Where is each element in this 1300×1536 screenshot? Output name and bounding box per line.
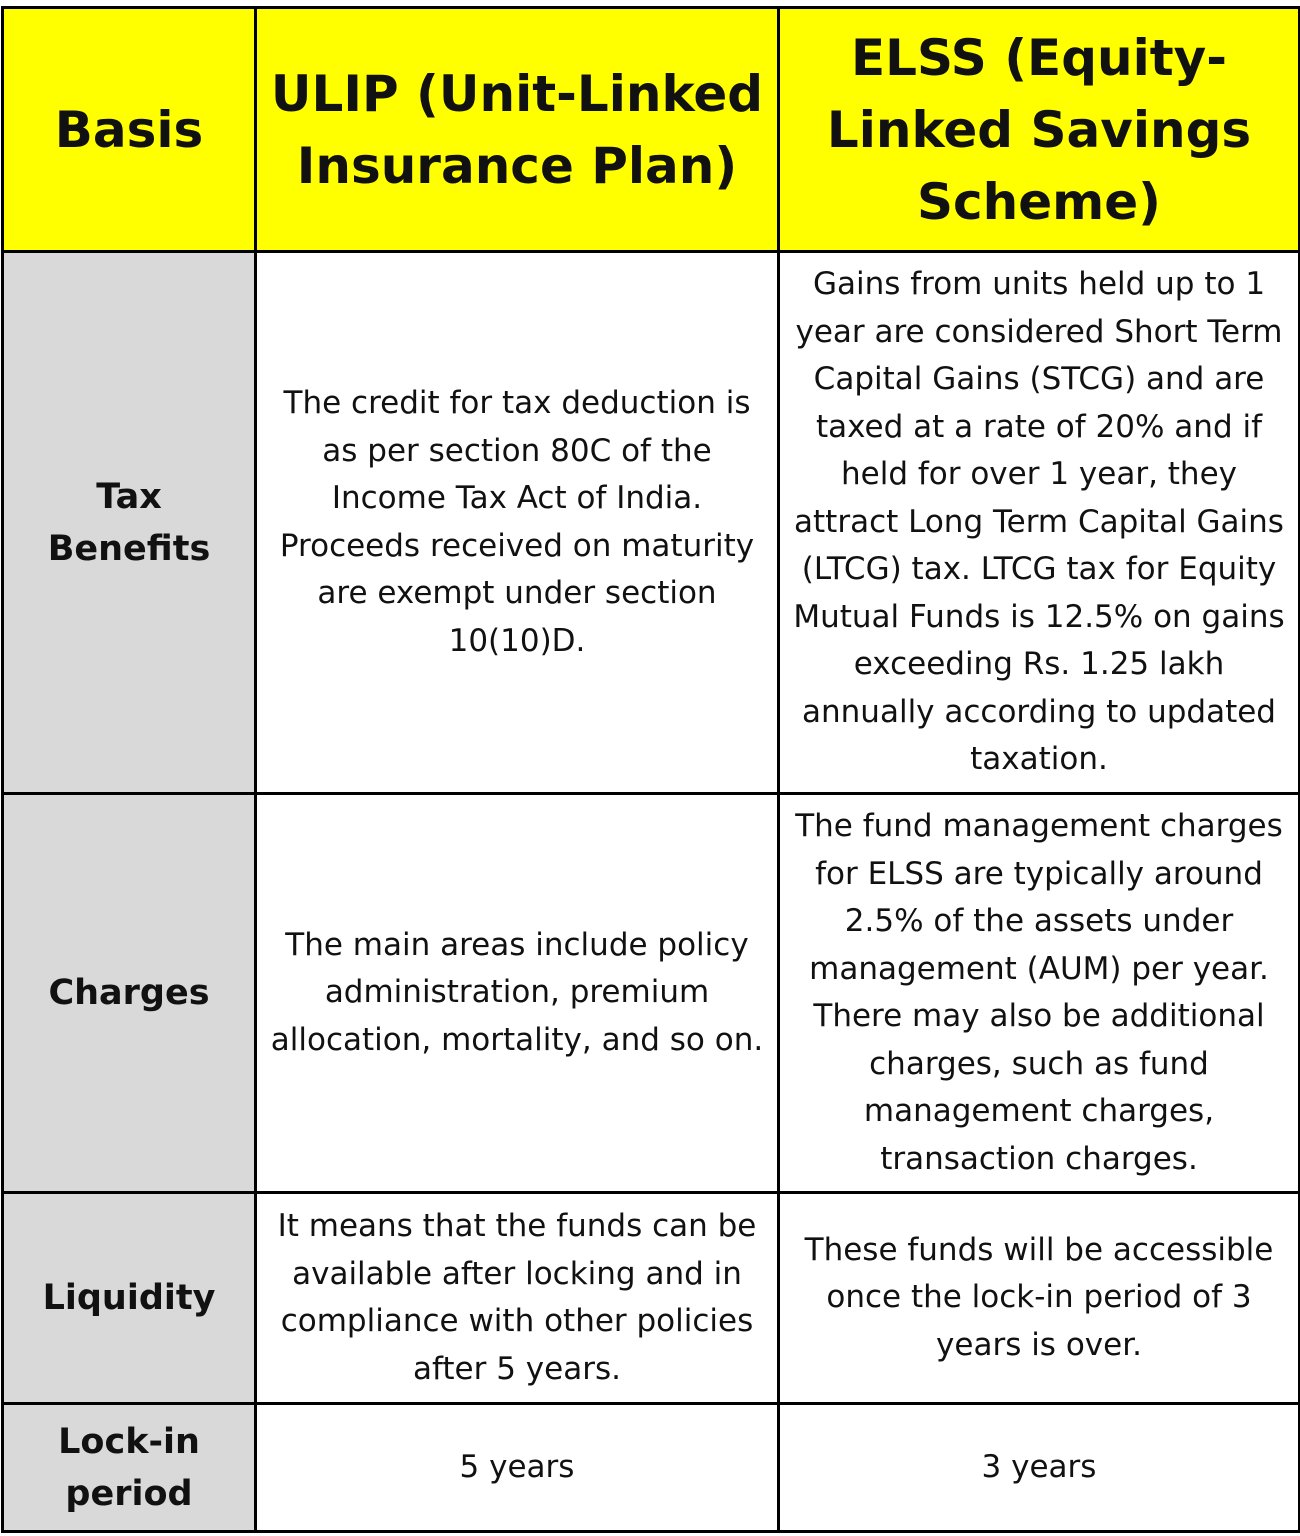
- ulip-lock-in-period: 5 years: [256, 1404, 779, 1532]
- basis-liquidity: Liquidity: [3, 1193, 256, 1404]
- row-tax-benefits: [3, 252, 1300, 794]
- elss-lock-in-period: 3 years: [779, 1404, 1300, 1532]
- row-liquidity: [3, 1193, 1300, 1404]
- elss-charges: The fund management charges for ELSS are typically around 2.5% of the assets under management (AUM) per year. There may also be additional charges, such as fund management charges, transaction charges.: [779, 794, 1300, 1193]
- header-ulip: ULIP (Unit-Linked Insurance Plan): [256, 8, 779, 252]
- basis-tax-benefits: Tax Benefits: [3, 252, 256, 794]
- row-charges: [3, 794, 1300, 1193]
- ulip-liquidity: It means that the funds can be available after locking and in compliance with other policies after 5 years.: [256, 1193, 779, 1404]
- basis-lock-in-period: Lock-in period: [3, 1404, 256, 1532]
- row-lock-in-period: [3, 1404, 1300, 1532]
- header-basis: Basis: [3, 8, 256, 252]
- elss-liquidity: These funds will be accessible once the lock-in period of 3 years is over.: [779, 1193, 1300, 1404]
- ulip-charges: The main areas include policy administration, premium allocation, mortality, and so on.: [256, 794, 779, 1193]
- comparison-table: [1, 6, 1300, 1533]
- ulip-tax-benefits: The credit for tax deduction is as per section 80C of the Income Tax Act of India. Proceeds received on maturity are exempt under section 10(10)D.: [256, 252, 779, 794]
- header-elss: ELSS (Equity-Linked Savings Scheme): [779, 8, 1300, 252]
- elss-tax-benefits: Gains from units held up to 1 year are considered Short Term Capital Gains (STCG) and are taxed at a rate of 20% and if held for over 1 year, they attract Long Term Capital Gains (LTCG) tax. LTCG tax for Equity Mutual Funds is 12.5% on gains exceeding Rs. 1.25 lakh annually according to updated taxation.: [779, 252, 1300, 794]
- header-row: [3, 8, 1300, 252]
- basis-charges: Charges: [3, 794, 256, 1193]
